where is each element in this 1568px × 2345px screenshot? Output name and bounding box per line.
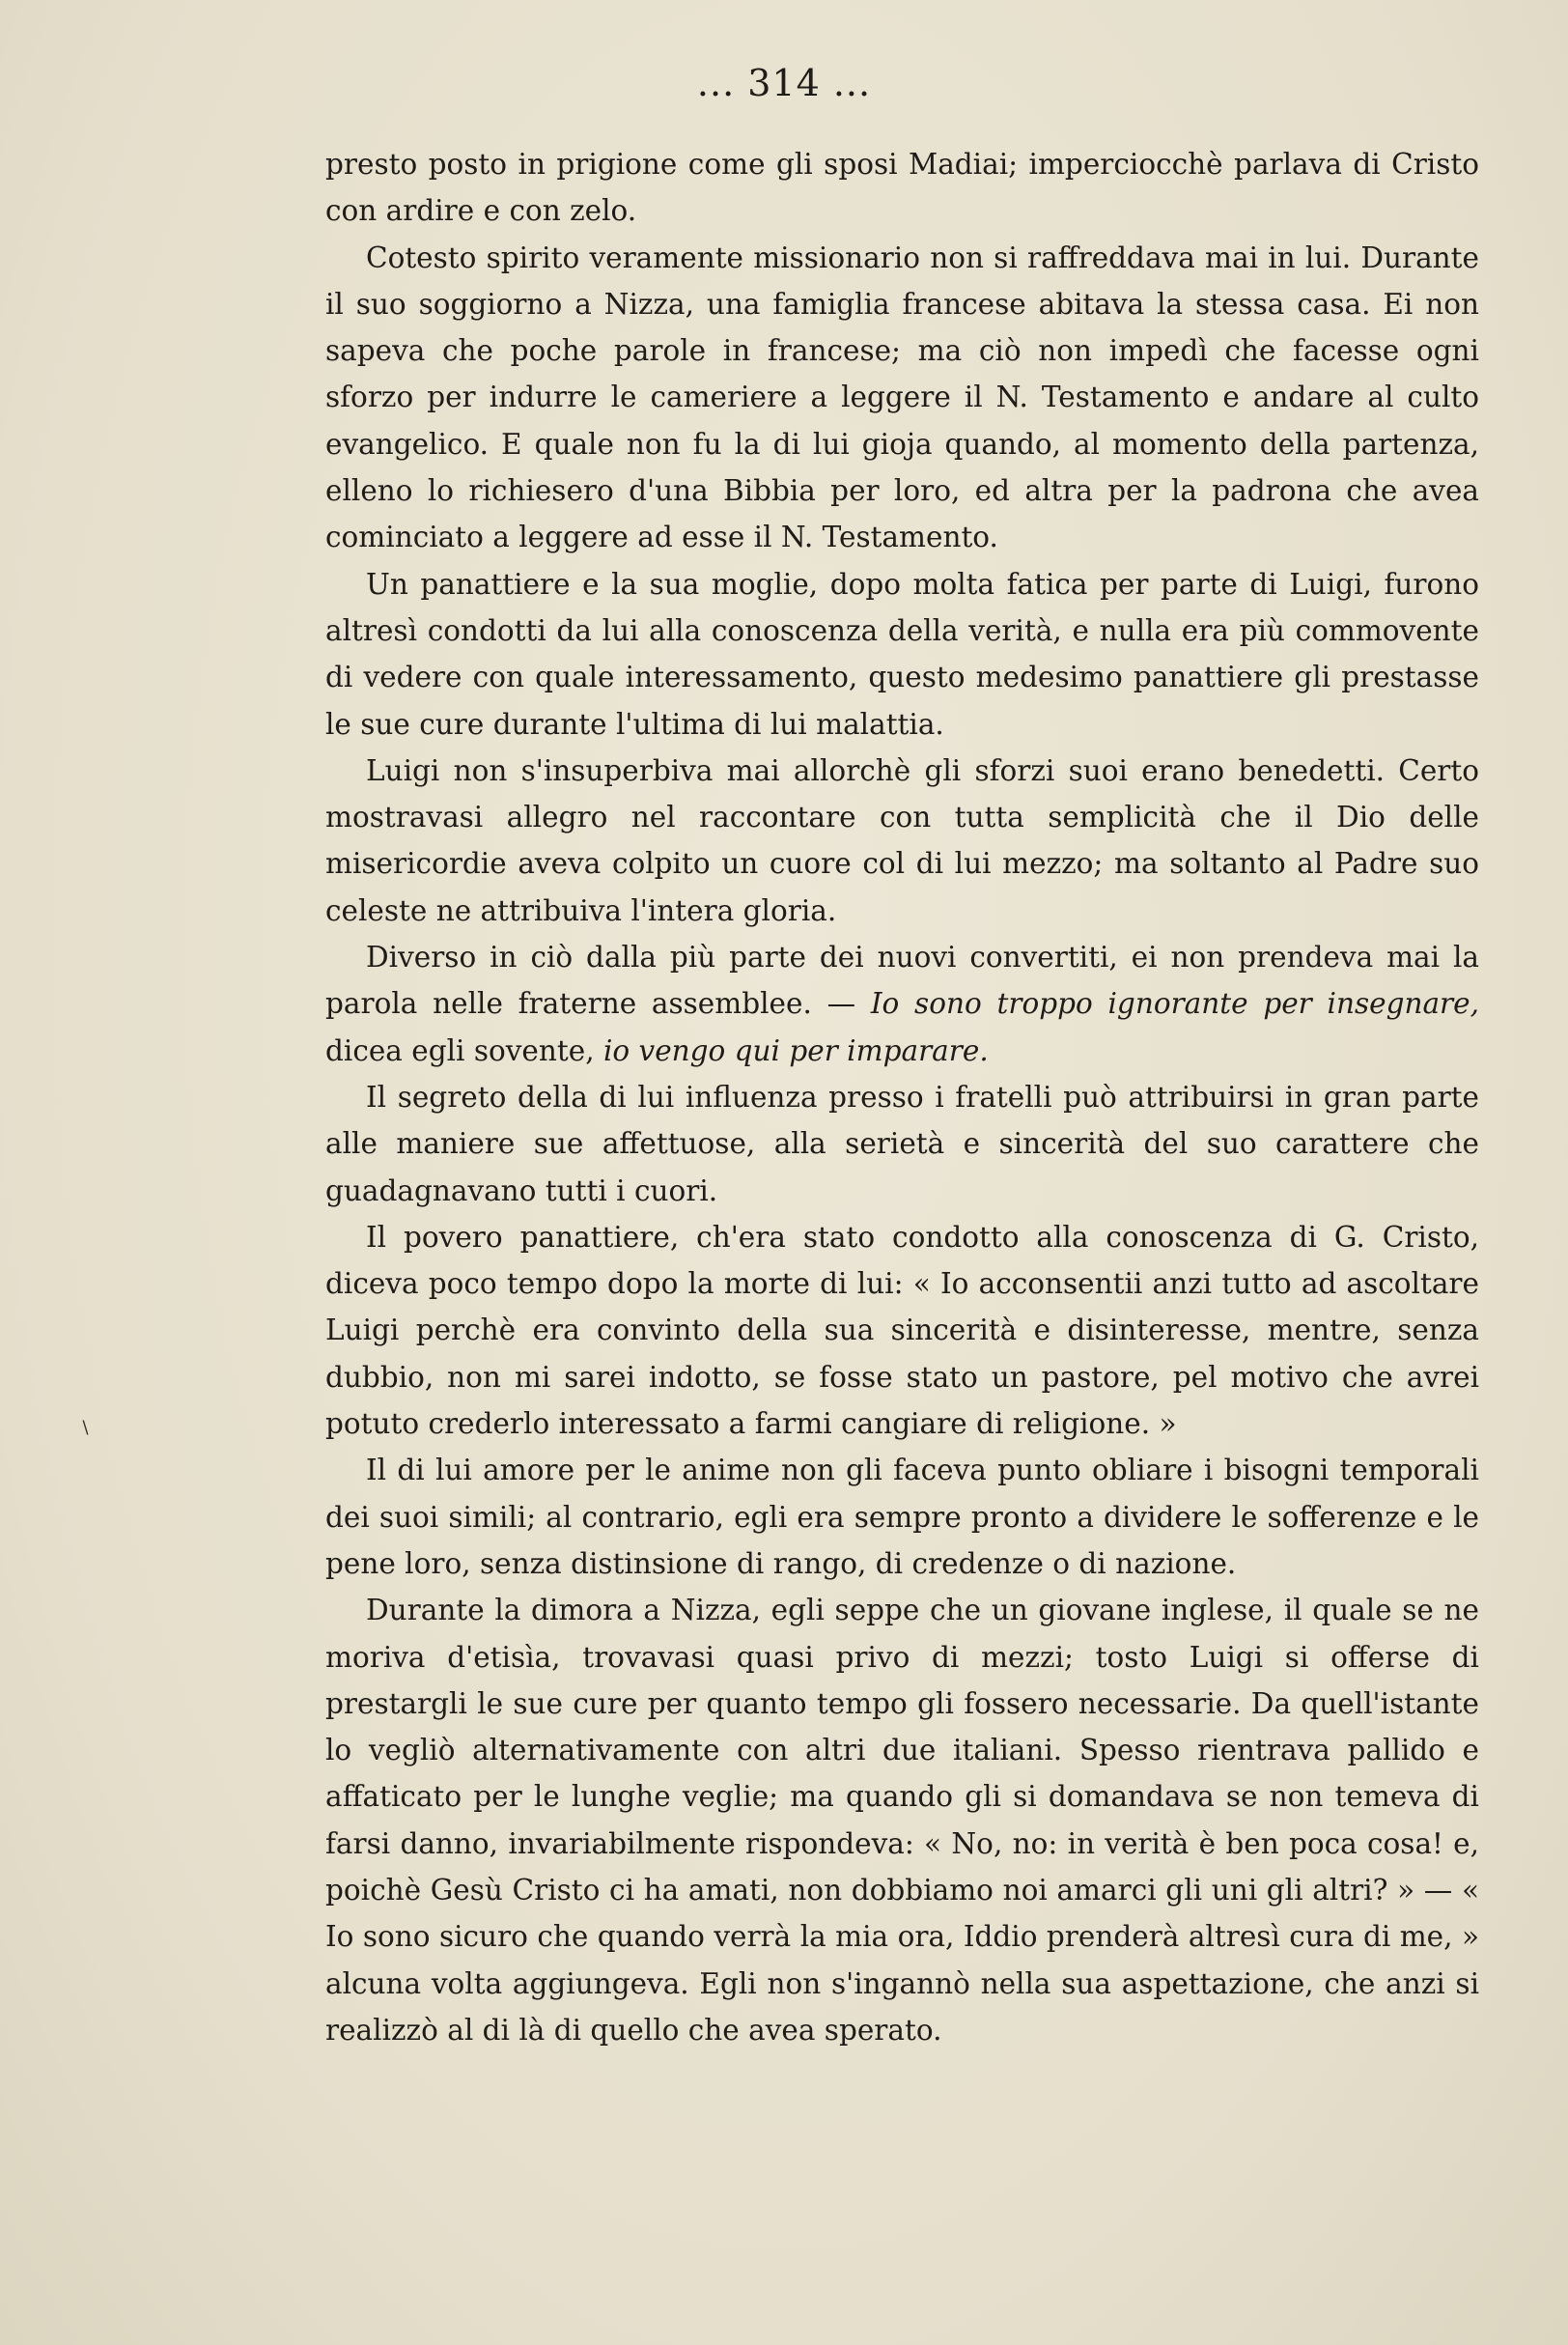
paragraph-text: Il di lui amore per le anime non gli faceva punto obliare i bisogni temporali dei suoi simili; al contrario, egli era sempre pronto a dividere le sofferenze e le pene loro, senza distinsione di rango, di credenze o di nazione. xyxy=(325,1454,1479,1580)
paragraph xyxy=(325,1447,1479,1587)
paragraph-text: Un panattiere e la sua moglie, dopo molta fatica per parte di Luigi, furono altresì condotti da lui alla conoscenza della verità, e nulla era più commovente di vedere con quale interessamento, questo medesimo panattiere gli prestasse le sue cure durante l'ultima di lui malattia. xyxy=(325,567,1479,741)
paragraph xyxy=(325,1587,1479,2053)
paragraph-text: Durante la dimora a Nizza, egli seppe che un giovane inglese, il quale se ne moriva d'etisìa, trovavasi quasi privo di mezzi; tosto Luigi si offerse di prestargli le sue cure per quanto tempo gli fossero necessarie. Da quell'istante lo vegliò alternativamente con altri due italiani. Spesso rientrava pallido e affaticato per le lunghe veglie; ma quando gli si domandava se non temeva di farsi danno, invariabilmente rispondeva: « No, no: in verità è ben poca cosa! e, poichè Gesù Cristo ci ha amati, non dobbiamo noi amarci gli uni gli altri? » — « Io sono sicuro che quando verrà la mia ora, Iddio prenderà altresì cura di me, » alcuna volta aggiungeva. Egli non s'ingannò nella sua aspettazione, che anzi si realizzò al di là di quello che avea sperato. xyxy=(325,1594,1479,2047)
paragraph xyxy=(325,235,1479,561)
body-text xyxy=(325,141,1479,2053)
paragraph-text: dicea egli sovente, xyxy=(325,1033,603,1067)
paragraph-text: Luigi non s'insuperbiva mai allorchè gli sforzi suoi erano benedetti. Certo mostravasi allegro nel raccontare con tutta semplicità che il Dio delle misericordie aveva colpito un cuore col di lui mezzo; ma soltanto al Padre suo celeste ne attribuiva l'intera gloria. xyxy=(325,753,1479,927)
paragraph xyxy=(325,1074,1479,1214)
paragraph-text: Diverso in ciò dalla più parte dei nuovi convertiti, ei non prendeva mai la parola nelle fraterne assemblee. — xyxy=(325,941,1479,1021)
paragraph-text: Il segreto della di lui influenza presso i fratelli può attribuirsi in gran parte alle maniere sue affettuose, alla serietà e sincerità del suo carattere che guadagnavano tutti i cuori. xyxy=(325,1080,1479,1207)
paragraph-text: Cotesto spirito veramente missionario non si raffreddava mai in lui. Durante il suo soggiorno a Nizza, una famiglia francese abitava la stessa casa. Ei non sapeva che poche parole in francese; ma ciò non impedì che facesse ogni sforzo per indurre le cameriere a leggere il N. Testamento e andare al culto evangelico. E quale non fu la di lui gioja quando, al momento della partenza, elleno lo richiesero d'una Bibbia per loro, ed altra per la padrona che avea cominciato a leggere ad esse il N. Testamento. xyxy=(325,240,1479,554)
paragraph-text: presto posto in prigione come gli sposi Madiai; imperciocchè parlava di Cristo con ardire e con zelo. xyxy=(325,148,1479,228)
paragraph xyxy=(325,748,1479,934)
paragraph-text: Il povero panattiere, ch'era stato condotto alla conoscenza di G. Cristo, diceva poco tempo dopo la morte di lui: « Io acconsentii anzi tutto ad ascoltare Luigi perchè era convinto della sua sincerità e disinteresse, mentre, senza dubbio, non mi sarei indotto, se fosse stato un pastore, pel motivo che avrei potuto crederlo interessato a farmi cangiare di religione. » xyxy=(325,1220,1479,1441)
italic-text: io vengo qui per imparare. xyxy=(602,1033,989,1067)
page-number: ... 314 ... xyxy=(696,62,872,104)
paragraph xyxy=(325,934,1479,1074)
paragraph xyxy=(325,1214,1479,1447)
ink-speck: ∖ xyxy=(79,1418,91,1438)
italic-text: Io sono troppo ignorante per insegnare, xyxy=(870,987,1479,1021)
paragraph xyxy=(325,561,1479,748)
paragraph xyxy=(325,141,1479,235)
